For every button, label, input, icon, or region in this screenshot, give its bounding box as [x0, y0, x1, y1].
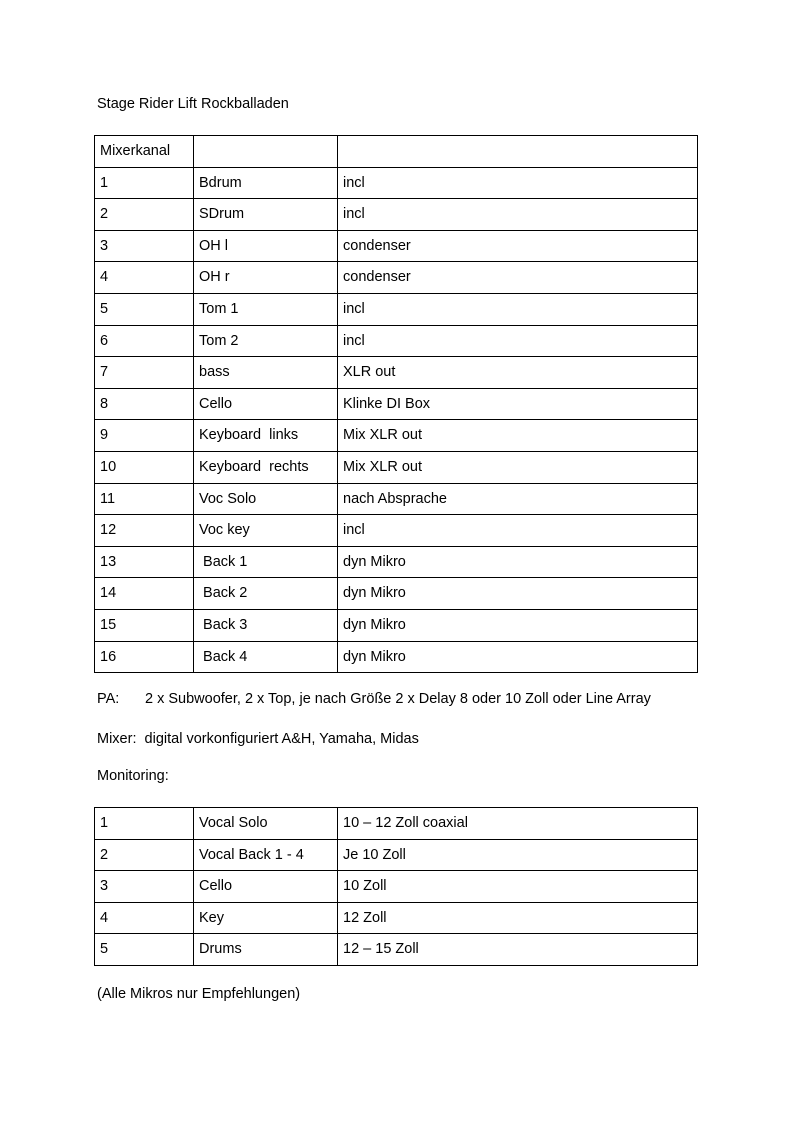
monitor-number: 3 — [95, 871, 194, 903]
monitor-row — [95, 871, 698, 903]
channel-notes: Klinke DI Box — [338, 388, 698, 420]
channel-row — [95, 420, 698, 452]
channel-notes: Mix XLR out — [338, 451, 698, 483]
channel-notes: incl — [338, 293, 698, 325]
mixer-line: Mixer: digital vorkonfiguriert A&H, Yamaha, Midas — [97, 731, 419, 747]
channel-notes: dyn Mikro — [338, 578, 698, 610]
footnote: (Alle Mikros nur Empfehlungen) — [97, 986, 301, 1002]
channel-number: 12 — [95, 515, 194, 547]
channel-header-source — [194, 136, 338, 168]
monitor-spec: 10 Zoll — [338, 871, 698, 903]
channel-source: Cello — [194, 388, 338, 420]
monitor-spec: 12 Zoll — [338, 902, 698, 934]
channel-notes: Mix XLR out — [338, 420, 698, 452]
channel-source: Back 3 — [194, 609, 338, 641]
channel-number: 8 — [95, 388, 194, 420]
channel-row — [95, 546, 698, 578]
channel-notes: dyn Mikro — [338, 641, 698, 673]
channel-row — [95, 262, 698, 294]
channel-source: Voc key — [194, 515, 338, 547]
channel-notes: condenser — [338, 230, 698, 262]
channel-row — [95, 609, 698, 641]
channel-source: bass — [194, 357, 338, 389]
monitor-number: 2 — [95, 839, 194, 871]
channel-row — [95, 199, 698, 231]
channel-number: 6 — [95, 325, 194, 357]
channel-source: OH r — [194, 262, 338, 294]
channel-source: Keyboard rechts — [194, 451, 338, 483]
channel-notes: incl — [338, 325, 698, 357]
monitor-number: 4 — [95, 902, 194, 934]
monitor-row — [95, 808, 698, 840]
channel-notes: incl — [338, 199, 698, 231]
monitor-spec: Je 10 Zoll — [338, 839, 698, 871]
channel-number: 14 — [95, 578, 194, 610]
channel-number: 7 — [95, 357, 194, 389]
channel-table — [94, 135, 698, 673]
monitor-row — [95, 839, 698, 871]
channel-number: 4 — [95, 262, 194, 294]
channel-notes: dyn Mikro — [338, 546, 698, 578]
channel-number: 11 — [95, 483, 194, 515]
channel-notes: dyn Mikro — [338, 609, 698, 641]
channel-source: Tom 1 — [194, 293, 338, 325]
channel-row — [95, 578, 698, 610]
monitor-row — [95, 902, 698, 934]
channel-table-header-row — [95, 136, 698, 168]
channel-source: Keyboard links — [194, 420, 338, 452]
channel-row — [95, 325, 698, 357]
pa-text: 2 x Subwoofer, 2 x Top, je nach Größe 2 x Delay 8 oder 10 Zoll oder Line Array — [145, 691, 651, 707]
channel-number: 5 — [95, 293, 194, 325]
channel-row — [95, 167, 698, 199]
monitor-number: 5 — [95, 934, 194, 966]
channel-notes: incl — [338, 515, 698, 547]
channel-row — [95, 451, 698, 483]
channel-number: 1 — [95, 167, 194, 199]
monitor-spec: 10 – 12 Zoll coaxial — [338, 808, 698, 840]
channel-source: Voc Solo — [194, 483, 338, 515]
document-title: Stage Rider Lift Rockballaden — [97, 96, 289, 112]
channel-source: Bdrum — [194, 167, 338, 199]
monitoring-table — [94, 807, 698, 966]
channel-header-notes — [338, 136, 698, 168]
channel-number: 13 — [95, 546, 194, 578]
channel-source: Back 2 — [194, 578, 338, 610]
monitor-position: Key — [194, 902, 338, 934]
channel-number: 2 — [95, 199, 194, 231]
channel-source: Tom 2 — [194, 325, 338, 357]
channel-number: 9 — [95, 420, 194, 452]
channel-number: 3 — [95, 230, 194, 262]
monitor-position: Cello — [194, 871, 338, 903]
channel-number: 15 — [95, 609, 194, 641]
channel-notes: XLR out — [338, 357, 698, 389]
monitor-position: Drums — [194, 934, 338, 966]
channel-row — [95, 483, 698, 515]
monitor-row — [95, 934, 698, 966]
monitoring-heading: Monitoring: — [97, 768, 169, 784]
pa-line — [97, 691, 651, 707]
channel-row — [95, 230, 698, 262]
channel-row — [95, 515, 698, 547]
channel-notes: incl — [338, 167, 698, 199]
channel-source: Back 1 — [194, 546, 338, 578]
channel-source: OH l — [194, 230, 338, 262]
monitor-number: 1 — [95, 808, 194, 840]
channel-source: SDrum — [194, 199, 338, 231]
channel-row — [95, 357, 698, 389]
monitor-spec: 12 – 15 Zoll — [338, 934, 698, 966]
channel-number: 10 — [95, 451, 194, 483]
channel-notes: condenser — [338, 262, 698, 294]
monitor-position: Vocal Back 1 - 4 — [194, 839, 338, 871]
channel-number: 16 — [95, 641, 194, 673]
channel-header-mixerkanal: Mixerkanal — [95, 136, 194, 168]
channel-notes: nach Absprache — [338, 483, 698, 515]
channel-row — [95, 641, 698, 673]
pa-label: PA: — [97, 691, 120, 707]
channel-source: Back 4 — [194, 641, 338, 673]
channel-row — [95, 388, 698, 420]
monitor-position: Vocal Solo — [194, 808, 338, 840]
channel-row — [95, 293, 698, 325]
